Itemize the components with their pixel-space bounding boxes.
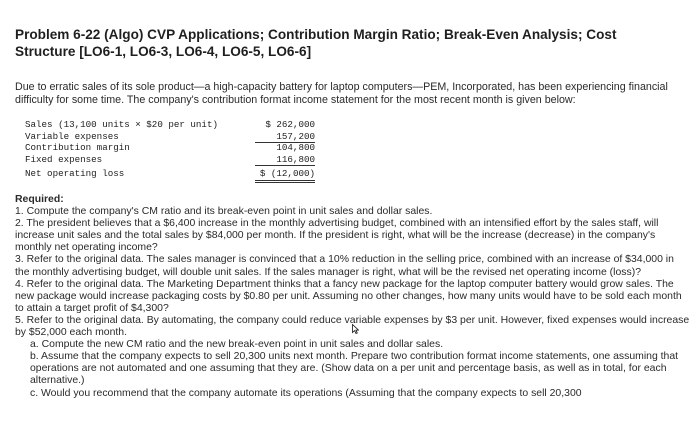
statement-row-fixed-expenses [25,154,315,166]
statement-value: 116,800 [255,154,315,167]
statement-label: Net operating loss [25,168,125,179]
statement-label: Variable expenses [25,130,119,142]
statement-value: $ (12,000) [255,168,315,183]
statement-value: 104,800 [276,142,315,153]
problem-intro: Due to erratic sales of its sole product—a high-capacity battery for laptop computers—PEM, Incorporated, has been experiencing financial difficulty for some time. The company's contribution format income statement for the most recent month is given below: [15,81,668,106]
required-item: 4. Refer to the original data. The Marketing Department thinks that a fancy new package for the laptop computer battery would grow sales. The new package would increase packaging costs by $0.80 per unit. Assuming no other changes, how many units would have to be sold each month to attain a target profit of $4,300? [15,278,682,314]
required-subitem: c. Would you recommend that the company automate its operations (Assuming that the company expects to sell 20,300 [30,387,582,399]
statement-row-sales [25,119,315,131]
mouse-cursor-icon [352,324,359,334]
income-statement [25,119,315,180]
required-heading: Required: [15,194,64,205]
statement-label: Sales (13,100 units × $20 per unit) [25,119,218,130]
required-subitem: a. Compute the new CM ratio and the new break-even point in unit sales and dollar sales. [30,339,444,351]
problem-title: Problem 6-22 (Algo) CVP Applications; Contribution Margin Ratio; Break-Even Analysis; Cost Structure [LO6-1, LO6-3, LO6-4, LO6-5, LO6-6] [15,27,617,59]
statement-row-net-operating-loss [25,168,315,180]
statement-label: Fixed expenses [25,153,103,165]
required-item: 2. The president believes that a $6,400 increase in the monthly advertising budget, combined with an intensified effort by the sales staff, will increase unit sales and the total sales by $84,000 per month. If the president is right, what will be the increase (decrease) in the company's monthly net operating income? [15,218,659,254]
statement-row-variable-expenses [25,131,315,143]
required-section [15,194,690,400]
statement-value: $ 262,000 [265,119,315,130]
statement-row-contribution-margin [25,142,315,154]
required-item: 3. Refer to the original data. The sales manager is convinced that a 10% reduction in the selling price, combined with an increase of $34,000 in the monthly advertising budget, will double unit sales. If the sales manager is right, what will be the revised net operating income (loss)? [15,254,674,278]
required-subitem: b. Assume that the company expects to sell 20,300 units next month. Prepare two contribution format income statements, one assuming that operations are not automated and one assuming that they are. (Show data on a per unit and percentage basis, as well as in total, for each alternative.) [30,351,679,387]
statement-label: Contribution margin [25,142,130,153]
statement-value: 157,200 [255,131,315,144]
required-item: 1. Compute the company's CM ratio and its break-even point in unit sales and dollar sales. [15,206,433,218]
required-item: 5. Refer to the original data. By automating, the company could reduce variable expenses by $3 per unit. However, fixed expenses would increase by $52,000 each month. [15,314,690,339]
